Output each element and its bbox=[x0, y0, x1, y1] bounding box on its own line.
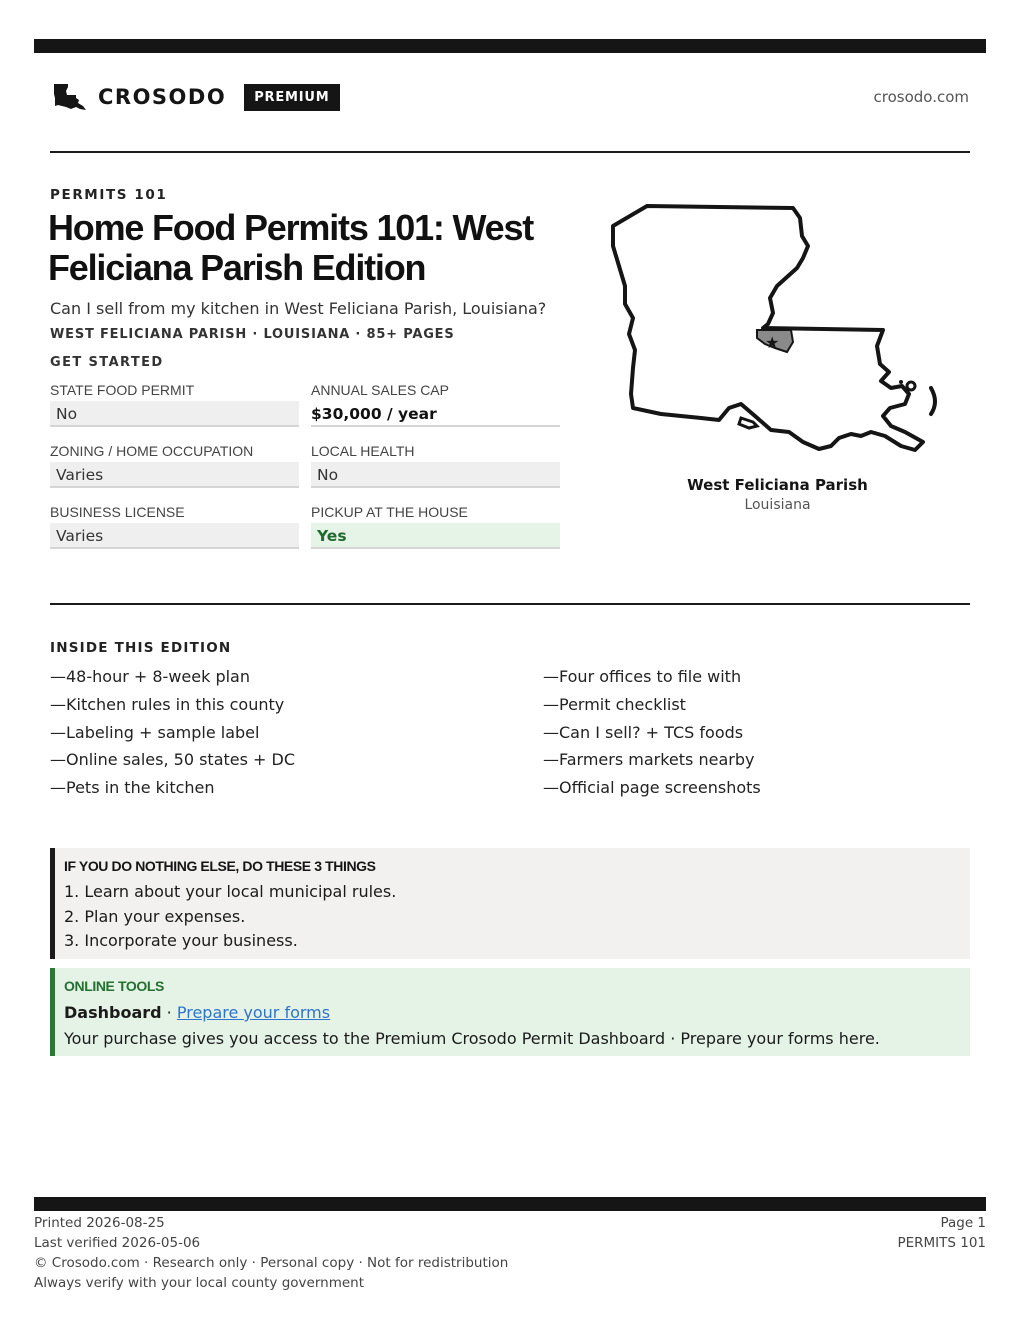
do-these-callout bbox=[50, 848, 970, 959]
list-item: —Kitchen rules in this county bbox=[50, 694, 285, 714]
separator: · bbox=[161, 1003, 177, 1022]
fact-local-health bbox=[311, 441, 560, 502]
fact-value: Varies bbox=[50, 523, 299, 549]
verify-note: Always verify with your local county government bbox=[34, 1275, 364, 1291]
brand-name: CROSODO bbox=[98, 85, 227, 109]
list-item: —Labeling + sample label bbox=[50, 722, 260, 742]
fact-label: BUSINESS LICENSE bbox=[50, 504, 185, 520]
map-place: West Feliciana Parish bbox=[687, 476, 868, 494]
louisiana-state-map bbox=[605, 196, 950, 461]
page-number: Page 1 bbox=[940, 1215, 986, 1231]
prepare-forms-link[interactable]: Prepare your forms bbox=[176, 1003, 331, 1022]
copyright: © Crosodo.com · Research only · Personal copy · Not for redistribution bbox=[34, 1255, 509, 1271]
bottom-rule bbox=[34, 1197, 986, 1211]
verified-date: Last verified 2026-05-06 bbox=[34, 1235, 201, 1251]
inside-heading: INSIDE THIS EDITION bbox=[50, 640, 232, 656]
facts-grid bbox=[50, 380, 560, 563]
inside-list-left bbox=[50, 666, 295, 805]
list-item: —Four offices to file with bbox=[543, 667, 742, 686]
get-started-heading: GET STARTED bbox=[50, 355, 164, 370]
online-tools-callout bbox=[50, 968, 970, 1056]
inside-list-right bbox=[543, 666, 761, 805]
louisiana-outline-icon bbox=[52, 82, 88, 112]
section-divider bbox=[50, 603, 970, 605]
dashboard-label: Dashboard bbox=[64, 1003, 162, 1022]
list-item: —Farmers markets nearby bbox=[543, 750, 755, 770]
list-item: —Permit checklist bbox=[543, 694, 686, 714]
fact-value: No bbox=[50, 401, 299, 427]
step-item: 3. Incorporate your business. bbox=[64, 931, 298, 951]
fact-value: Varies bbox=[50, 462, 299, 488]
fact-label: STATE FOOD PERMIT bbox=[50, 382, 195, 398]
step-item: 1. Learn about your local municipal rules. bbox=[64, 882, 397, 901]
printed-date: Printed 2026-08-25 bbox=[34, 1215, 165, 1231]
site-url[interactable]: crosodo.com bbox=[873, 88, 969, 106]
footer-left bbox=[34, 1213, 508, 1293]
callout-heading: IF YOU DO NOTHING ELSE, DO THESE 3 THINGS bbox=[64, 858, 376, 874]
fact-label: ZONING / HOME OCCUPATION bbox=[50, 443, 254, 459]
parish-marker-icon: ★ bbox=[765, 333, 780, 352]
list-item: —Can I sell? + TCS foods bbox=[543, 722, 744, 742]
map-state: Louisiana bbox=[744, 497, 811, 513]
meta-line: WEST FELICIANA PARISH · LOUISIANA · 85+ PAGES bbox=[50, 327, 455, 342]
fact-annual-sales-cap bbox=[311, 380, 560, 441]
top-rule bbox=[34, 39, 986, 53]
steps-list bbox=[64, 881, 960, 955]
subtitle: Can I sell from my kitchen in West Feliciana Parish, Louisiana? bbox=[50, 299, 547, 318]
fact-pickup bbox=[311, 502, 560, 563]
kicker: PERMITS 101 bbox=[50, 187, 168, 203]
list-item: —48-hour + 8-week plan bbox=[50, 667, 250, 686]
fact-state-food-permit bbox=[50, 380, 299, 441]
fact-label: PICKUP AT THE HOUSE bbox=[311, 504, 468, 520]
fact-value: Yes bbox=[311, 523, 560, 549]
dashboard-line bbox=[64, 1003, 960, 1023]
list-item: —Online sales, 50 states + DC bbox=[50, 750, 296, 770]
fact-label: ANNUAL SALES CAP bbox=[311, 382, 449, 398]
fact-label: LOCAL HEALTH bbox=[311, 443, 415, 459]
callout-heading: ONLINE TOOLS bbox=[64, 978, 164, 994]
footer-right bbox=[897, 1213, 986, 1253]
brand[interactable] bbox=[52, 80, 340, 114]
step-item: 2. Plan your expenses. bbox=[64, 906, 246, 926]
fact-value: $30,000 / year bbox=[311, 401, 560, 427]
fact-value: No bbox=[311, 462, 560, 488]
premium-badge: PREMIUM bbox=[244, 84, 339, 111]
tools-description: Your purchase gives you access to the Premium Crosodo Permit Dashboard · Prepare your forms here. bbox=[64, 1029, 880, 1048]
header-divider bbox=[50, 151, 970, 153]
map-caption bbox=[605, 476, 950, 513]
list-item: —Official page screenshots bbox=[543, 778, 761, 798]
state-outline bbox=[613, 206, 923, 450]
fact-business-license bbox=[50, 502, 299, 563]
fact-zoning bbox=[50, 441, 299, 502]
footer-section: PERMITS 101 bbox=[897, 1235, 986, 1251]
state-island bbox=[931, 388, 935, 414]
state-inlet bbox=[739, 418, 757, 428]
page-title: Home Food Permits 101: West Feliciana Parish Edition bbox=[48, 207, 534, 288]
list-item: —Pets in the kitchen bbox=[50, 778, 215, 798]
